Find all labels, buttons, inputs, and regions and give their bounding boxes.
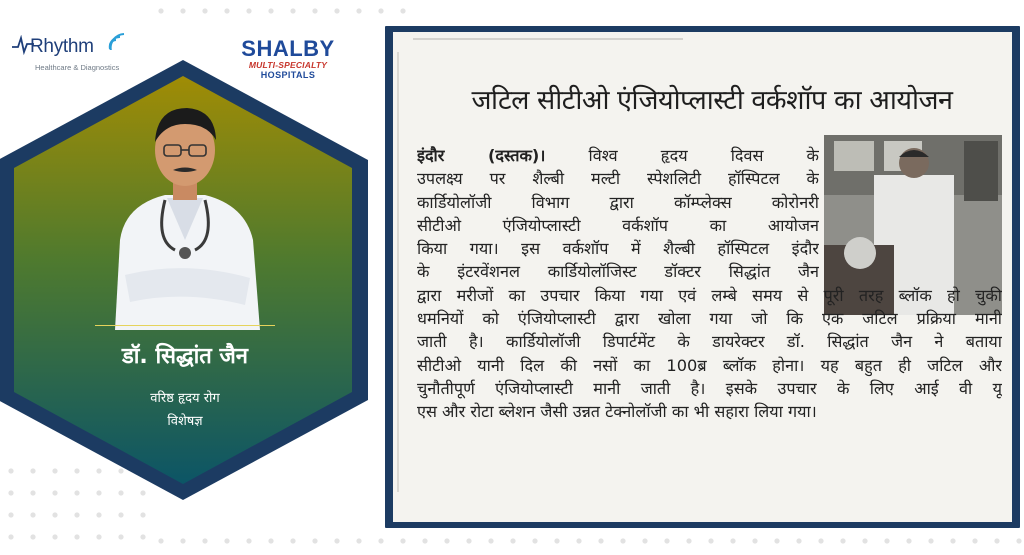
doctor-designation xyxy=(95,387,275,433)
news-line: के इंटरवेंशनल कार्डियोलॉजिस्ट डॉक्टर सिद्धांत जैन xyxy=(417,262,819,282)
doctor-designation-line2: विशेषज्ञ xyxy=(167,414,203,429)
news-line: कार्डियोलॉजी विभाग द्वारा कॉम्प्लेक्स कोरोनरी xyxy=(417,192,819,212)
news-line: द्वारा मरीजों का उपचार किया गया एवं लम्बे समय से पूरी तरह ब्लॉक हो चुकी xyxy=(417,285,1002,305)
news-line xyxy=(417,144,819,167)
news-line: धमनियों को एंजियोप्लास्टी द्वारा खोला गया जो कि एक जटिल प्रक्रिया मानी xyxy=(417,309,1002,329)
clipping-top-fragment xyxy=(413,38,683,40)
news-dateline: इंदौर (दस्तक)। xyxy=(417,146,546,165)
news-line-text: विश्व हृदय दिवस के xyxy=(588,146,819,165)
rhythm-logo-tagline: Healthcare & Diagnostics xyxy=(35,63,120,72)
profile-hexagon-card xyxy=(0,0,400,555)
news-line: चुनौतीपूर्ण एंजियोप्लास्टी मानी जाती है। इसके उपचार के लिए आई वी यू xyxy=(417,378,1002,398)
news-headline: जटिल सीटीओ एंजियोप्लास्टी वर्कशॉप का आयोजन xyxy=(471,85,953,116)
news-line: उपलक्ष्य पर शैल्बी मल्टी स्पेशलिटी हॉस्पिटल के xyxy=(417,169,819,189)
news-line: एस और रोटा ब्लेशन जैसी उन्नत टेक्नोलॉजी का भी सहारा लिया गया। xyxy=(417,402,817,422)
rhythm-logo-name: Rhythm xyxy=(30,36,94,57)
news-line: सीटीओ यानी दिल की नसों का 100ब्र ब्लॉक होना। यह बहुत ही जटिल और xyxy=(417,355,1002,375)
newspaper-clipping xyxy=(393,32,1012,522)
news-body xyxy=(417,144,1002,424)
news-line: जाती है। कार्डियोलॉजी डिपार्टमेंट के डायरेक्टर डॉ. सिद्धांत जैन ने बताया xyxy=(417,332,1002,352)
doctor-photo xyxy=(95,90,275,330)
shalby-logo-line2: HOSPITALS xyxy=(260,70,316,80)
shalby-logo-line1: MULTI-SPECIALTY xyxy=(248,60,328,70)
name-separator xyxy=(95,325,275,326)
doctor-name: डॉ. सिद्धांत जैन xyxy=(121,344,249,369)
news-line: सीटीओ एंजियोप्लास्टी वर्कशॉप का आयोजन xyxy=(417,215,819,235)
newspaper-clipping-frame xyxy=(385,26,1020,528)
clipping-left-edge xyxy=(397,52,399,492)
doctor-designation-line1: वरिष्ठ हृदय रोग xyxy=(150,391,220,406)
shalby-logo-name: SHALBY xyxy=(241,36,335,61)
news-line: किया गया। इस वर्कशॉप में शैल्बी हॉस्पिटल इंदौर xyxy=(417,239,819,259)
